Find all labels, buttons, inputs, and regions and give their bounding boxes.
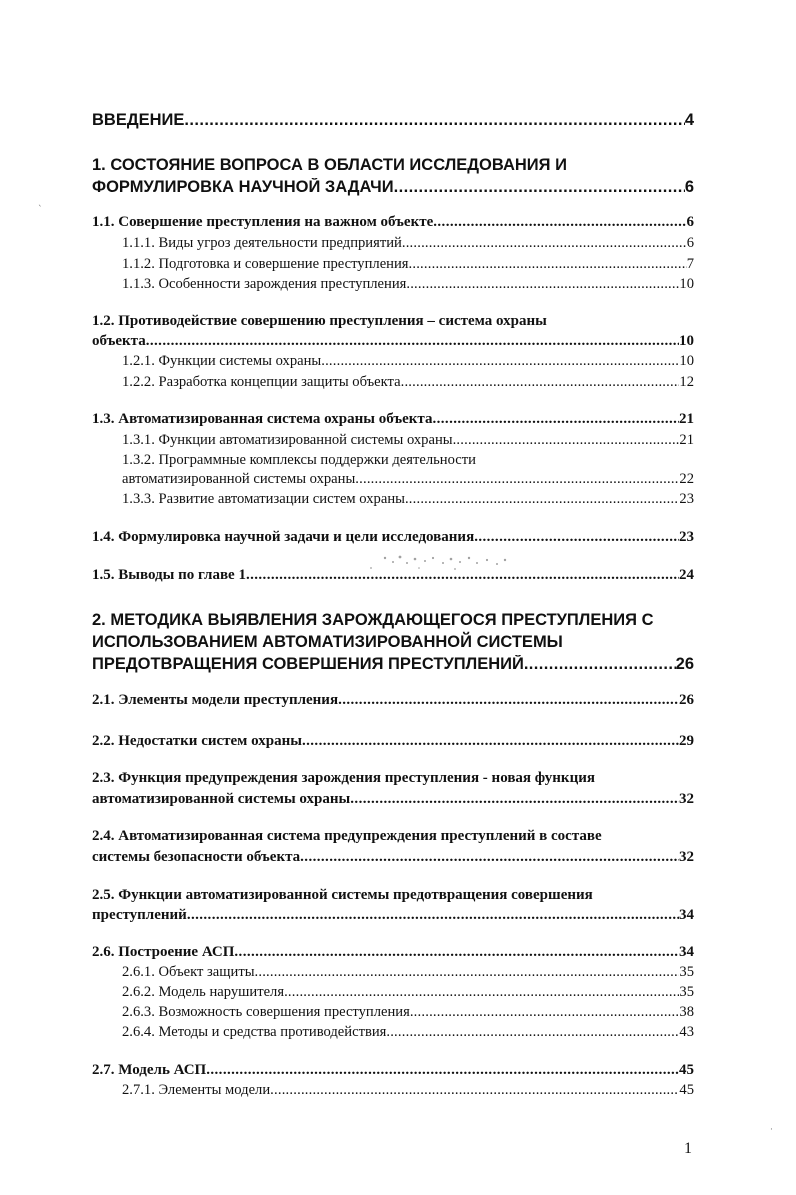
toc-page-number: 26 (675, 655, 694, 673)
toc-entry-title: 1.1.3. Особенности зарождения преступления (122, 276, 407, 292)
toc-entry-2-6 (92, 944, 694, 961)
toc-entry-1-3-1 (122, 432, 694, 449)
toc-page-number: 4 (684, 111, 694, 129)
toc-entry-2-3 (92, 791, 694, 808)
toc-leader-dots (453, 432, 680, 449)
toc-leader-dots (350, 791, 679, 808)
toc-entry-title: 1.3.3. Развитие автоматизации систем охраны (122, 491, 405, 507)
toc-entry-1-2-1 (122, 353, 694, 370)
toc-entry-title: автоматизированной системы охраны (122, 471, 356, 487)
toc-entry-1-1 (92, 214, 694, 231)
toc-leader-dots (187, 907, 679, 924)
toc-entry-title: 1.3. Автоматизированная система охраны объекта (92, 411, 433, 427)
toc-leader-dots (355, 471, 679, 488)
toc-entry-title: ВВЕДЕНИЕ (92, 111, 185, 129)
toc-entry-1-3-2 (122, 471, 694, 488)
toc-chapter-1-line1: 1. СОСТОЯНИЕ ВОПРОСА В ОБЛАСТИ ИССЛЕДОВАНИЯ И (92, 156, 567, 174)
toc-entry-title: ФОРМУЛИРОВКА НАУЧНОЙ ЗАДАЧИ (92, 178, 394, 196)
toc-leader-dots (474, 529, 679, 546)
toc-entry-1-5 (92, 567, 694, 584)
toc-entry-title: 2.7. Модель АСП (92, 1062, 207, 1078)
toc-entry-title: 1.1.2. Подготовка и совершение преступления (122, 256, 409, 272)
page-number: 1 (684, 1140, 692, 1157)
scan-speck: ˋ (38, 205, 43, 215)
toc-entry-2-3-line1: 2.3. Функция предупреждения зарождения преступления - новая функция (92, 770, 595, 786)
toc-leader-dots (255, 964, 680, 981)
toc-entry-1-3-3 (122, 491, 694, 508)
toc-entry-title: 1.4. Формулировка научной задачи и цели исследования (92, 529, 475, 545)
toc-page-number: 34 (679, 944, 694, 960)
toc-page-number: 21 (679, 411, 694, 427)
toc-leader-dots (302, 733, 679, 750)
toc-leader-dots (270, 1082, 679, 1099)
toc-entry-title: 2.1. Элементы модели преступления (92, 692, 339, 708)
toc-entry-title: автоматизированной системы охраны (92, 791, 351, 807)
toc-page-number: 10 (679, 353, 694, 369)
toc-leader-dots (386, 1024, 679, 1041)
toc-entry-title: системы безопасности объекта (92, 849, 301, 865)
toc-page-number: 6 (686, 214, 694, 230)
toc-entry-2-7 (92, 1062, 694, 1079)
toc-entry-title: 1.1.1. Виды угроз деятельности предприятий (122, 235, 402, 251)
toc-entry-2-1 (92, 692, 694, 709)
toc-leader-dots (338, 692, 679, 709)
toc-page-number: 7 (686, 256, 694, 272)
toc-chapter-2-line1: 2. МЕТОДИКА ВЫЯВЛЕНИЯ ЗАРОЖДАЮЩЕГОСЯ ПРЕСТУПЛЕНИЯ С (92, 611, 654, 629)
toc-page-number: 10 (679, 276, 694, 292)
toc-entry-2-6-4 (122, 1024, 694, 1041)
toc-entry-1-1-2 (122, 256, 694, 273)
toc-page-number: 35 (679, 964, 694, 980)
toc-entry-title: 2.7.1. Элементы модели (122, 1082, 271, 1098)
toc-page-number: 32 (679, 849, 694, 865)
toc-entry-1-1-1 (122, 235, 694, 252)
toc-page-number: 45 (679, 1082, 694, 1098)
toc-leader-dots (234, 944, 679, 961)
toc-page-number: 12 (679, 374, 694, 390)
toc-entry-title: 1.5. Выводы по главе 1 (92, 567, 246, 583)
toc-entry-1-2-line1: 1.2. Противодействие совершению преступления – система охраны (92, 313, 547, 329)
toc-entry-title: 1.1. Совершение преступления на важном объекте (92, 214, 434, 230)
toc-entry-2-5-line1: 2.5. Функции автоматизированной системы предотвращения совершения (92, 887, 593, 903)
toc-page-number: 21 (679, 432, 694, 448)
toc-entry-2-2 (92, 733, 694, 750)
toc-page-number: 10 (679, 333, 694, 349)
toc-entry-title: 1.2.2. Разработка концепции защиты объекта (122, 374, 401, 390)
toc-entry-title: 2.6. Построение АСП (92, 944, 235, 960)
toc-leader-dots (406, 276, 679, 293)
toc-entry-title: 2.6.2. Модель нарушителя (122, 984, 285, 1000)
toc-leader-dots (394, 178, 685, 197)
toc-entry-1-2 (92, 333, 694, 350)
toc-entry-1-1-3 (122, 276, 694, 293)
toc-page-number: 38 (679, 1004, 694, 1020)
toc-leader-dots (300, 849, 679, 866)
toc-page-number: 6 (686, 235, 694, 251)
toc-page-number: 32 (679, 791, 694, 807)
toc-entry-1-3 (92, 411, 694, 428)
toc-page-number: 22 (679, 471, 694, 487)
toc-leader-dots (433, 214, 686, 231)
toc-entry-title: 2.6.4. Методы и средства противодействия (122, 1024, 387, 1040)
toc-leader-dots (524, 655, 676, 674)
toc-entry-2-6-1 (122, 964, 694, 981)
toc-leader-dots (432, 411, 679, 428)
toc-leader-dots (402, 235, 687, 252)
toc-entry-chapter-2 (92, 655, 694, 674)
toc-leader-dots (284, 984, 679, 1001)
toc-leader-dots (246, 567, 679, 584)
toc-leader-dots (410, 1004, 680, 1021)
toc-leader-dots (321, 353, 679, 370)
toc-entry-title: 2.2. Недостатки систем охраны (92, 733, 302, 749)
toc-leader-dots (184, 111, 684, 130)
scan-speck: · (770, 1125, 773, 1135)
toc-leader-dots (146, 333, 679, 350)
toc-leader-dots (405, 491, 679, 508)
toc-page-number: 26 (679, 692, 694, 708)
toc-entry-1-2-2 (122, 374, 694, 391)
toc-entry-title: 2.6.1. Объект защиты (122, 964, 255, 980)
toc-chapter-2-line2: ИСПОЛЬЗОВАНИЕМ АВТОМАТИЗИРОВАННОЙ СИСТЕМЫ (92, 633, 563, 651)
toc-entry-2-6-3 (122, 1004, 694, 1021)
toc-entry-chapter-1 (92, 178, 694, 197)
toc-entry-title: преступлений (92, 907, 187, 923)
toc-entry-2-6-2 (122, 984, 694, 1001)
toc-entry-intro (92, 111, 694, 130)
toc-entry-title: 2.6.3. Возможность совершения преступления (122, 1004, 410, 1020)
toc-page-number: 35 (679, 984, 694, 1000)
toc-leader-dots (206, 1062, 679, 1079)
toc-entry-2-7-1 (122, 1082, 694, 1099)
toc-page-number: 24 (679, 567, 694, 583)
toc-entry-title: ПРЕДОТВРАЩЕНИЯ СОВЕРШЕНИЯ ПРЕСТУПЛЕНИЙ (92, 655, 524, 673)
toc-page-number: 6 (684, 178, 694, 196)
toc-leader-dots (401, 374, 680, 391)
toc-page-number: 45 (679, 1062, 694, 1078)
toc-entry-title: 1.3.1. Функции автоматизированной системы охраны (122, 432, 453, 448)
toc-page-number: 29 (679, 733, 694, 749)
toc-entry-1-3-2-line1: 1.3.2. Программные комплексы поддержки деятельности (122, 452, 476, 468)
toc-page-number: 43 (679, 1024, 694, 1040)
toc-leader-dots (409, 256, 687, 273)
toc-entry-1-4 (92, 529, 694, 546)
toc-page-number: 34 (679, 907, 694, 923)
toc-entry-2-4 (92, 849, 694, 866)
toc-page-number: 23 (679, 491, 694, 507)
toc-entry-2-4-line1: 2.4. Автоматизированная система предупреждения преступлений в составе (92, 828, 602, 844)
toc-page-number: 23 (679, 529, 694, 545)
toc-entry-title: объекта (92, 333, 146, 349)
toc-entry-title: 1.2.1. Функции системы охраны (122, 353, 322, 369)
toc-entry-2-5 (92, 907, 694, 924)
